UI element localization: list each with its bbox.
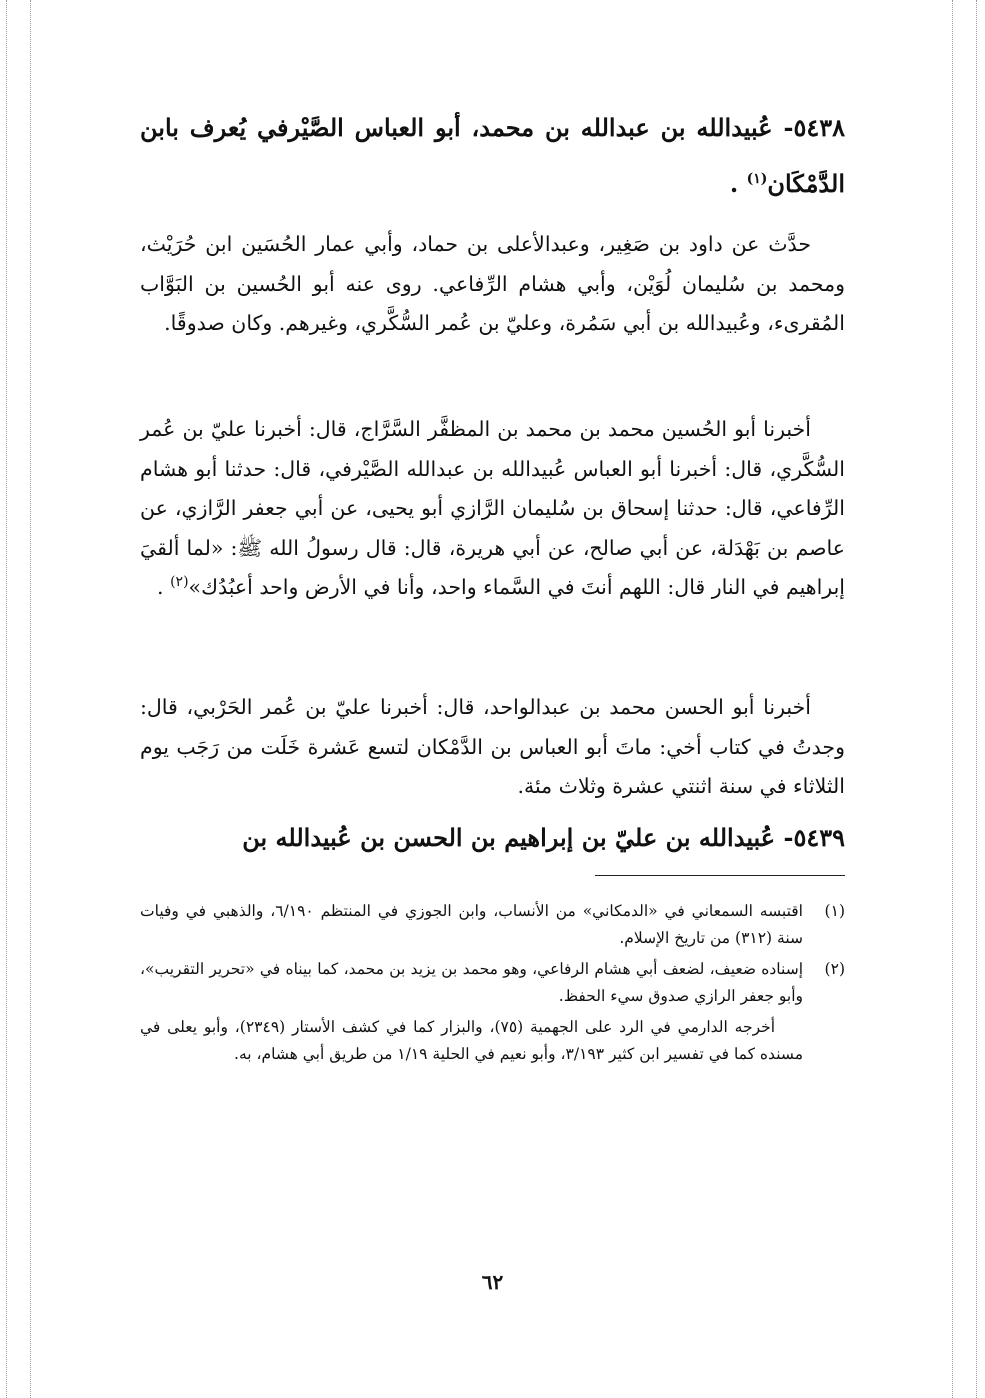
footnote-2-continuation: أخرجه الدارمي في الرد على الجهمية (٧٥)، والبزار كما في كشف الأستار (٢٣٤٩)، وأبو يعلى في مسنده كما في تفسير ابن كثير ٣/١٩٣، وأبو نعيم في الحلية ١/١٩ من طريق أبي هشام، به. xyxy=(140,1018,803,1063)
entry-5439-heading xyxy=(140,810,845,866)
scan-edge-left xyxy=(6,0,8,1398)
footnote-ref-1[interactable]: (١) xyxy=(746,171,768,187)
footnote-1-text: اقتبسه السمعاني في «الدمكاني» من الأنساب، وابن الجوزي في المنتظم ٦/١٩٠، والذهبي في وفيات سنة (٣١٢) من تاريخ الإسلام. xyxy=(140,902,803,947)
footnote-2-number: (٢) xyxy=(824,960,845,978)
paragraph-3-text: أخبرنا أبو الحسن محمد بن عبدالواحد، قال: أخبرنا عليّ بن عُمر الحَرْبي، قال: وجدتُ في كتاب أخي: ماتَ أبو العباس بن الدَّمْكان لتسع عَشرة خَلَت من رَجَب يوم الثلاثاء في سنة اثنتي عشرة وثلاث مئة. xyxy=(140,695,845,798)
footnotes xyxy=(140,898,845,1068)
entry-5438-heading xyxy=(140,100,845,212)
footnote-2-text: إسناده ضعيف، لضعف أبي هشام الرفاعي، وهو محمد بن يزيد بن محمد، كما بيناه في «تحرير التقريب»، وأبو جعفر الرازي صدوق سيء الحفظ. xyxy=(140,960,803,1005)
paragraph-2-text: أخبرنا أبو الحُسين محمد بن محمد بن المظفَّر السَّرَّاج، قال: أخبرنا عليّ بن عُمر السُّكَّري، قال: أخبرنا أبو العباس عُبيدالله بن عبدالله الصَّيْرفي، قال: حدثنا أبو هشام الرِّفاعي، قال: حدثنا إسحاق بن سُليمان الرَّازي أبو يحيى، عن أبي جعفر الرَّازي، عن عاصم بن بَهْدَلة، عن أبي صالح، عن أبي هريرة، قال: قال رسولُ الله ﷺ: «لما ألقيَ إبراهيم في النار قال: اللهم أنتَ في السَّماء واحد، وأنا في الأرض واحد أعبُدُك» xyxy=(140,417,845,599)
footnote-separator xyxy=(595,875,845,876)
page-number: ٦٢ xyxy=(481,1270,504,1294)
entry-5438-paragraph-3 xyxy=(140,688,845,807)
entry-5438-paragraph-2 xyxy=(140,410,845,608)
entry-5438-heading-text: ٥٤٣٨- عُبيدالله بن عبدالله بن محمد، أبو العباس الصَّيْرفي يُعرف بابن الدَّمْكَان xyxy=(140,113,845,198)
scan-edge-right xyxy=(976,0,978,1398)
entry-5438-paragraph-1 xyxy=(140,225,845,344)
footnote-ref-2[interactable]: (٢) xyxy=(170,574,189,591)
paragraph-1-text: حدَّث عن داود بن صَغِير، وعبدالأعلى بن حماد، وأبي عمار الحُسَين ابن حُرَيْث، ومحمد بن سُليمان لُوَيْن، وأبي هشام الرِّفاعي. روى عنه أبو الحُسين بن البَوَّاب المُقرىء، وعُبيدالله بن أبي سَمُرة، وعليّ بن عُمر السُّكَّري، وغيرهم. وكان صدوقًا. xyxy=(140,232,845,335)
heading-end-mark: . xyxy=(729,169,747,198)
scan-edge-right-inner xyxy=(952,0,954,1398)
footnote-1 xyxy=(140,898,845,952)
footnote-1-number: (١) xyxy=(824,902,845,920)
entry-5439-heading-text: ٥٤٣٩- عُبيدالله بن عليّ بن إبراهيم بن الحسن بن عُبيدالله بن xyxy=(242,823,845,852)
scan-edge-left-inner xyxy=(30,0,32,1398)
paragraph-2-end-mark: . xyxy=(157,575,171,599)
footnote-2 xyxy=(140,956,845,1010)
